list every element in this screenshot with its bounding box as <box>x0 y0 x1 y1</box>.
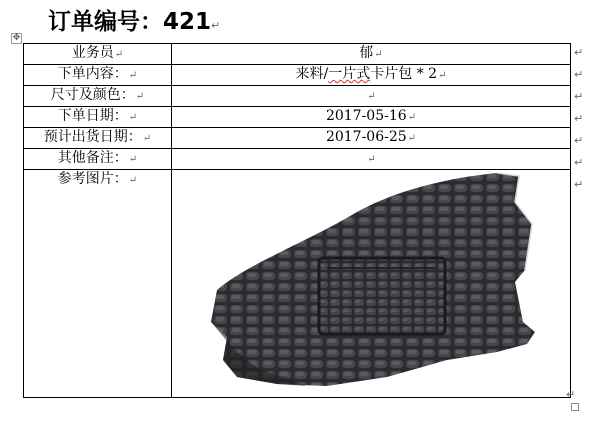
reference-image[interactable] <box>197 172 547 392</box>
card-wallet <box>319 258 445 334</box>
row-end-mark: ↵ <box>574 68 584 81</box>
row-end-mark: ↵ <box>574 46 584 59</box>
row-end-mark: ↵ <box>574 90 584 103</box>
row-end-mark: ↵ <box>574 134 584 147</box>
label-ship-date[interactable]: 预计出货日期：↵ <box>24 128 172 149</box>
label-order-date[interactable]: 下单日期：↵ <box>24 107 172 128</box>
reference-image-cell[interactable] <box>172 170 571 398</box>
spellcheck-underline: 一片式 <box>328 66 371 82</box>
row-end-mark: ↵ <box>574 178 584 191</box>
value-remarks[interactable]: ↵ <box>172 149 571 170</box>
move-handle-icon[interactable]: ✥ <box>12 33 21 43</box>
table-row <box>24 44 571 65</box>
row-end-mark: ↵ <box>574 156 584 169</box>
paragraph-mark: ↵ <box>211 19 221 32</box>
label-salesperson[interactable]: 业务员↵ <box>24 44 172 65</box>
order-title <box>48 6 220 42</box>
label-remarks[interactable]: 其他备注：↵ <box>24 149 172 170</box>
value-order-content[interactable]: 来料/一片式卡片包 * 2↵ <box>172 65 571 86</box>
order-table <box>23 43 571 398</box>
value-ship-date[interactable]: 2017-06-25↵ <box>172 128 571 149</box>
value-salesperson[interactable]: 郁↵ <box>172 44 571 65</box>
row-end-mark: ↵ <box>574 112 584 125</box>
label-reference-image[interactable]: 参考图片：↵ <box>24 170 172 398</box>
table-row <box>24 65 571 86</box>
table-row <box>24 170 571 398</box>
label-size-color[interactable]: 尺寸及颜色：↵ <box>24 86 172 107</box>
resize-handle-icon[interactable] <box>571 403 579 411</box>
order-title-text: 订单编号：421 <box>48 9 212 35</box>
row-end-mark: ↵ <box>566 388 576 401</box>
table-row <box>24 107 571 128</box>
label-order-content[interactable]: 下单内容：↵ <box>24 65 172 86</box>
table-row <box>24 86 571 107</box>
table-row <box>24 128 571 149</box>
value-order-date[interactable]: 2017-05-16↵ <box>172 107 571 128</box>
value-size-color[interactable]: ↵ <box>172 86 571 107</box>
table-row <box>24 149 571 170</box>
